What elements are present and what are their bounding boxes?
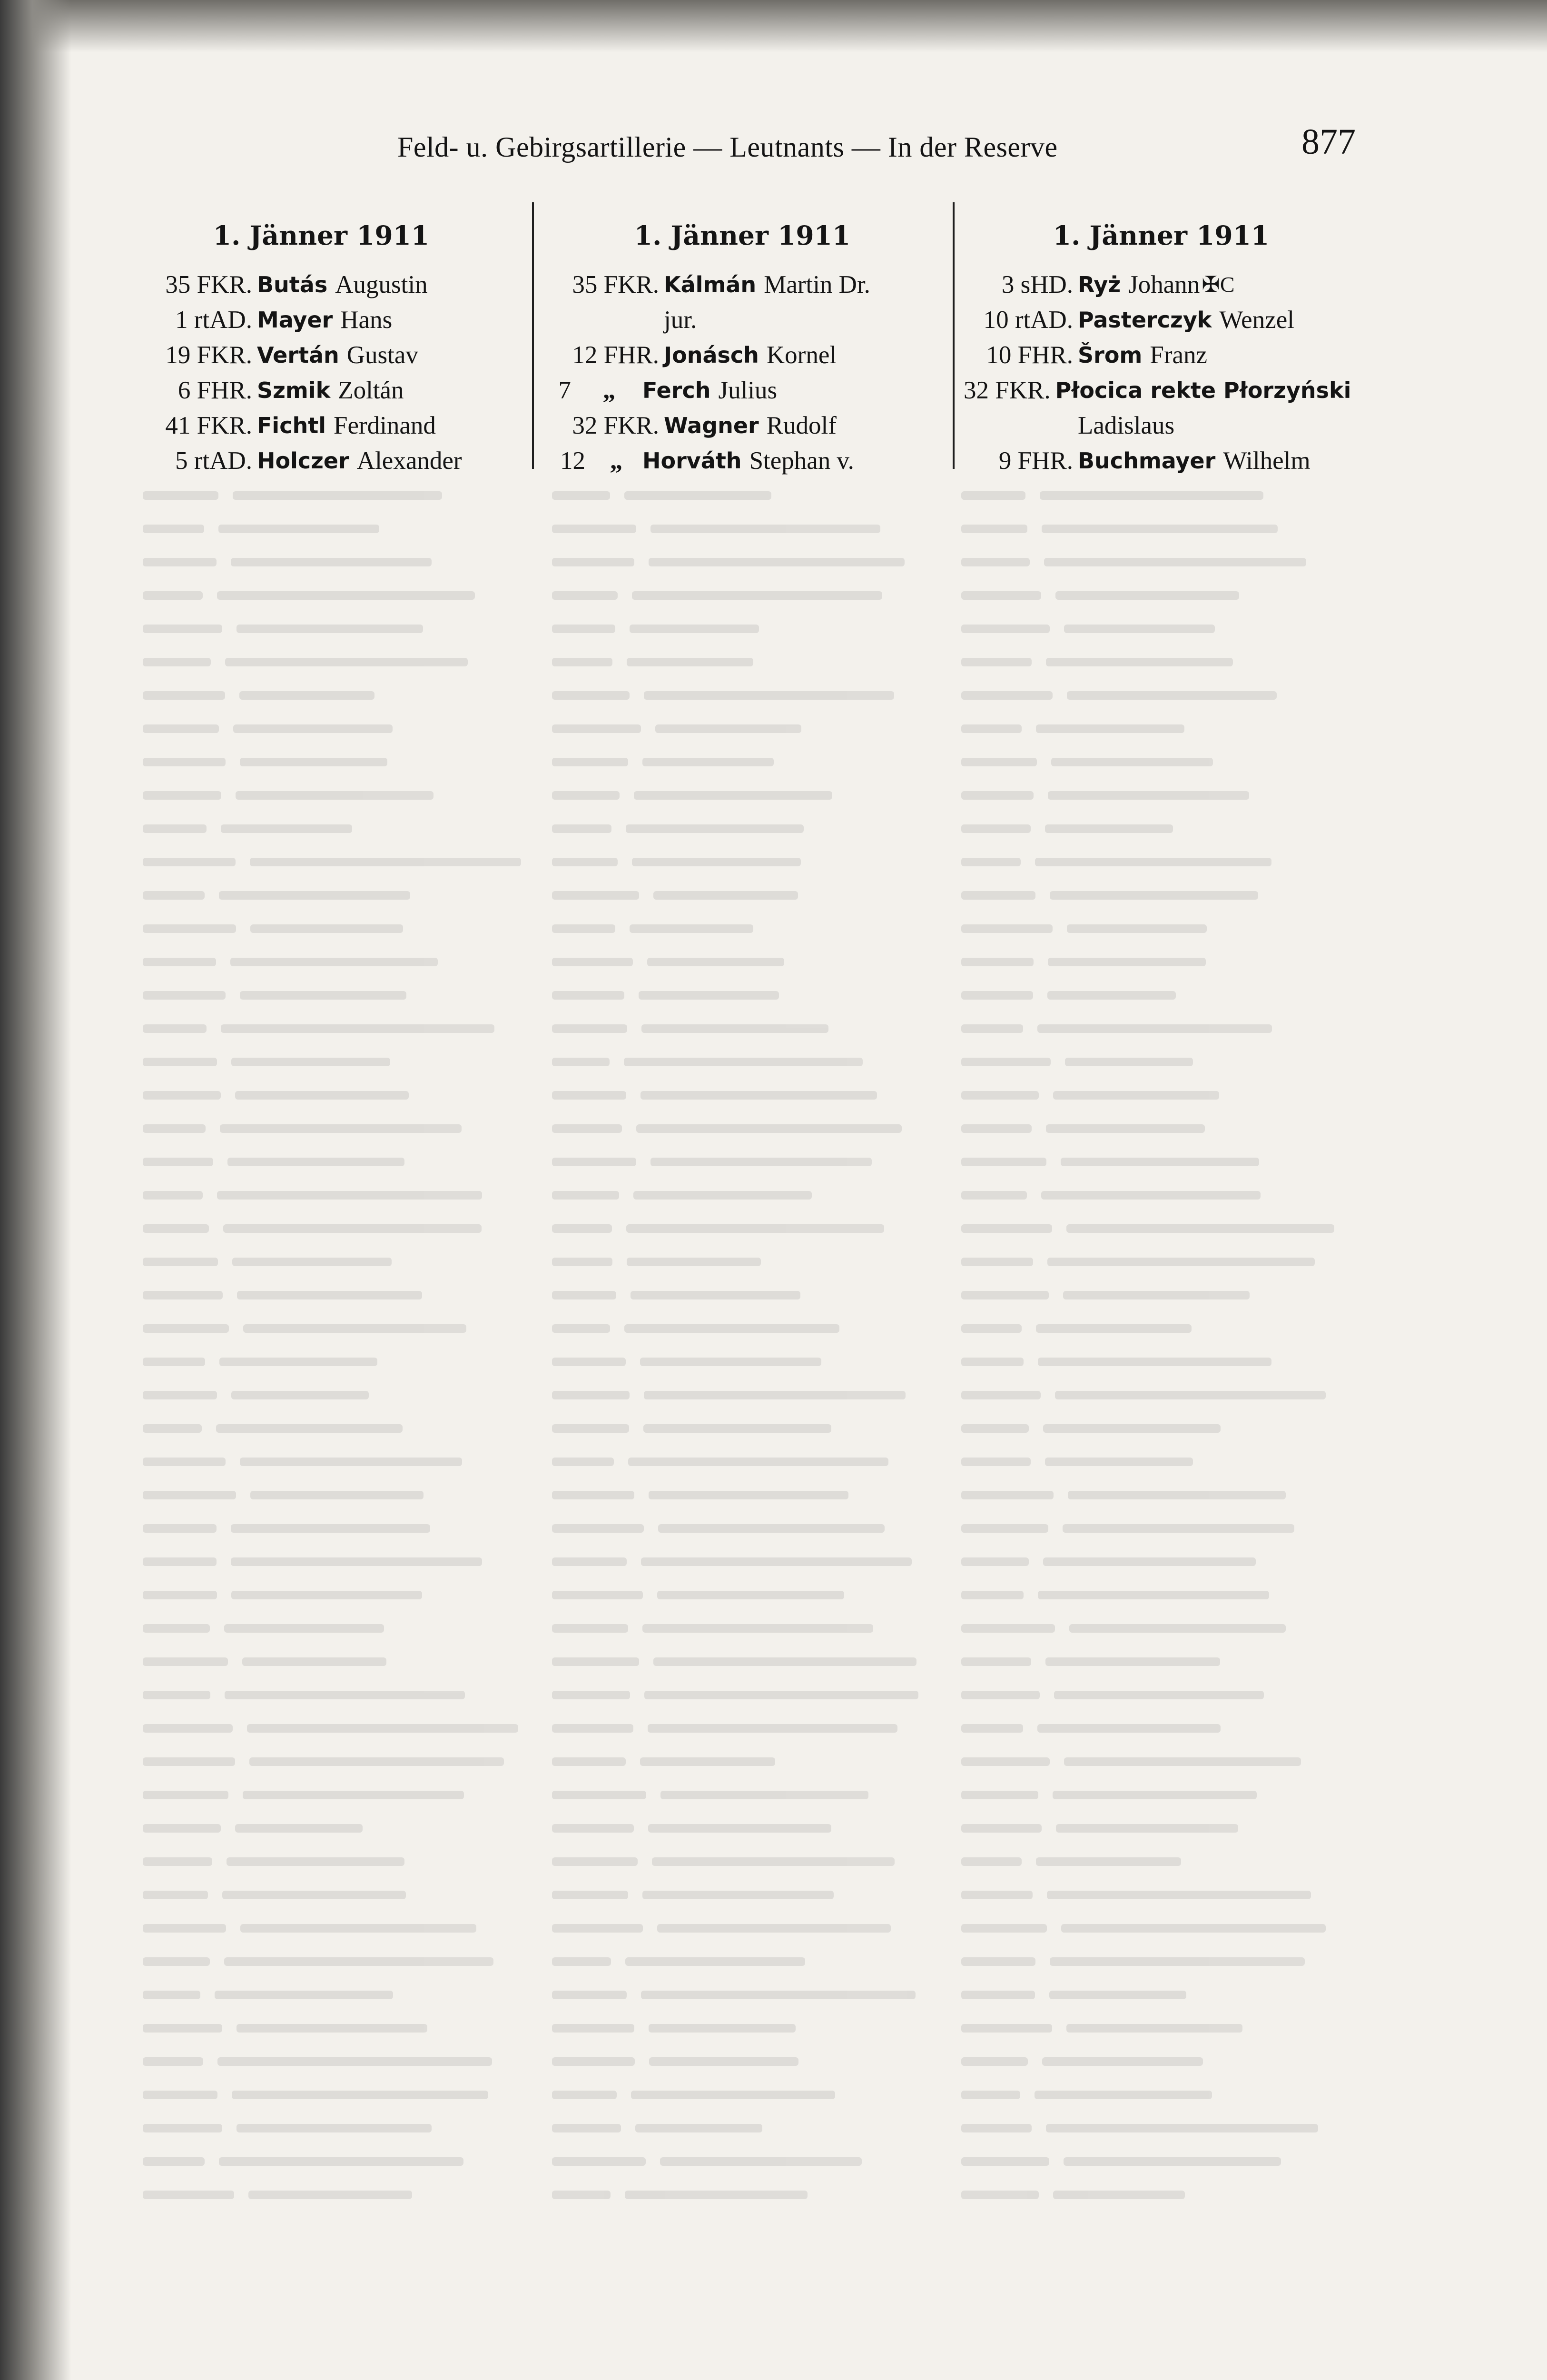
running-title: Feld- u. Gebirgsartillerie — Leutnants — In der Reserve <box>397 131 1058 163</box>
bleed-through-line <box>961 876 1351 909</box>
bleed-through-line <box>143 1276 533 1309</box>
bleed-through-line <box>961 2009 1351 2042</box>
bleed-through-line <box>552 1942 942 1975</box>
bleed-through-line <box>143 643 533 676</box>
bleed-through-line <box>961 776 1351 809</box>
surname: Szmik <box>257 377 331 403</box>
bleed-through-line <box>961 2175 1351 2209</box>
column-heading: 1. Jänner 1911 <box>634 220 851 251</box>
page-header <box>0 121 1547 178</box>
column-heading: 1. Jänner 1911 <box>1053 220 1270 251</box>
entry-continuation: jur. <box>664 306 697 334</box>
surname: Wagner <box>664 413 759 438</box>
bleed-through-line <box>552 1376 942 1409</box>
bleed-through-line <box>961 1476 1351 1509</box>
given-name: Wilhelm <box>1223 447 1311 475</box>
bleed-through-line <box>961 1276 1351 1309</box>
bleed-through-line <box>961 1642 1351 1676</box>
bleed-through-line <box>143 1242 533 1276</box>
bleed-through-line <box>552 2075 942 2109</box>
bleed-through-line <box>552 743 942 776</box>
ditto-mark: „ <box>602 377 616 404</box>
bleed-through-line <box>143 1009 533 1042</box>
bleed-through-line <box>961 1442 1351 1476</box>
bleed-through-line <box>552 942 942 976</box>
bleed-through-line <box>961 1942 1351 1975</box>
bleed-through-line <box>961 2142 1351 2175</box>
bleed-through-line <box>552 2009 942 2042</box>
page-shadow-left <box>0 0 71 2380</box>
list-item <box>964 443 1359 478</box>
bleed-through-line <box>552 2142 942 2175</box>
bleed-through-line <box>143 476 533 509</box>
bleed-through-line <box>961 643 1351 676</box>
bleed-through-line <box>552 609 942 643</box>
given-name: Zoltán <box>338 377 404 404</box>
bleed-through-line <box>143 1676 533 1709</box>
bleed-through-line <box>552 1442 942 1476</box>
bleed-through-line <box>143 709 533 743</box>
bleed-through-line <box>143 976 533 1009</box>
unit-abbrev: 5 rtAD. <box>175 447 252 475</box>
bleed-through-line <box>961 909 1351 942</box>
bleed-through-column <box>552 476 942 2209</box>
bleed-through-line <box>143 1109 533 1142</box>
bleed-through-line <box>961 843 1351 876</box>
bleed-through-line <box>961 543 1351 576</box>
list-item <box>547 337 937 373</box>
bleed-through-line <box>143 1376 533 1409</box>
bleed-through-line <box>143 843 533 876</box>
ditto-mark: „ <box>610 447 623 475</box>
bleed-through-line <box>143 942 533 976</box>
bleed-through-line <box>552 809 942 843</box>
bleed-through-line <box>961 1242 1351 1276</box>
bleed-through-line <box>961 942 1351 976</box>
column-divider <box>532 202 534 469</box>
bleed-through-line <box>143 1909 533 1942</box>
surname: Fichtl <box>257 413 326 438</box>
unit-abbrev: 41 FKR. <box>165 412 252 439</box>
list-item <box>547 408 937 443</box>
bleed-through-line <box>552 1875 942 1909</box>
page-number: 877 <box>1301 122 1356 162</box>
list-item <box>964 302 1359 337</box>
bleed-through-line <box>143 2175 533 2209</box>
bleed-through-line <box>961 1809 1351 1842</box>
bleed-through-line <box>961 809 1351 843</box>
unit-abbrev: 32 FKR. <box>964 377 1051 404</box>
bleed-through-line <box>143 876 533 909</box>
bleed-through-line <box>143 1509 533 1542</box>
bleed-through-line <box>143 1942 533 1975</box>
given-name: Wenzel <box>1219 306 1294 334</box>
surname: Mayer <box>257 307 333 333</box>
given-name: Julius <box>718 377 778 404</box>
bleed-through-line <box>552 709 942 743</box>
bleed-through-line <box>552 1042 942 1076</box>
bleed-through-line <box>143 1309 533 1342</box>
list-item <box>133 373 509 408</box>
bleed-through-line <box>552 643 942 676</box>
bleed-through-line <box>961 2075 1351 2109</box>
bleed-through-line <box>961 743 1351 776</box>
bleed-through-line <box>143 909 533 942</box>
bleed-through-line <box>552 2175 942 2209</box>
given-name: Kornel <box>766 341 837 369</box>
unit-abbrev: 10 rtAD. <box>983 306 1073 334</box>
bleed-through-line <box>552 1676 942 1709</box>
bleed-through-line <box>143 1609 533 1642</box>
given-name: Johann <box>1128 271 1200 298</box>
given-name: Augustin <box>335 271 428 298</box>
bleed-through-line <box>143 1142 533 1176</box>
bleed-through-line <box>552 1909 942 1942</box>
column-divider <box>953 202 955 469</box>
surname: Płocica rekte Płorzyński <box>1055 377 1351 403</box>
surname: Horváth <box>642 448 742 474</box>
page-shadow-top <box>0 0 1547 52</box>
bleed-through-line <box>552 1509 942 1542</box>
given-name: Stephan v. <box>749 447 854 475</box>
entry-continuation: Ladislaus <box>1078 412 1175 439</box>
unit-abbrev: 1 rtAD. <box>175 306 252 334</box>
unit-abbrev: 35 FKR. <box>572 271 659 298</box>
surname: Ryż <box>1078 272 1121 298</box>
unit-abbrev: 9 FHR. <box>998 447 1073 475</box>
bleed-through-line <box>552 1476 942 1509</box>
bleed-through-line <box>143 1576 533 1609</box>
unit-abbrev: 12 <box>560 447 585 475</box>
bleed-through-line <box>552 1076 942 1109</box>
bleed-through-line <box>143 1709 533 1742</box>
bleed-through-line <box>552 876 942 909</box>
given-name: Hans <box>340 306 393 334</box>
bleed-through-line <box>961 1842 1351 1875</box>
bleed-through-line <box>552 1109 942 1142</box>
bleed-through-line <box>961 1775 1351 1809</box>
bleed-through-line <box>961 476 1351 509</box>
bleed-through-line <box>143 2142 533 2175</box>
bleed-through-line <box>961 2042 1351 2075</box>
unit-abbrev: 12 FHR. <box>572 341 659 369</box>
list-item <box>133 443 509 478</box>
bleed-through-line <box>552 1176 942 1209</box>
bleed-through-line <box>143 509 533 543</box>
list-item <box>964 267 1359 302</box>
bleed-through-line <box>961 976 1351 1009</box>
surname: Jonásch <box>664 342 759 368</box>
surname: Buchmayer <box>1078 448 1216 474</box>
given-name: Rudolf <box>766 412 837 439</box>
bleed-through-line <box>552 1009 942 1042</box>
unit-abbrev: 3 sHD. <box>1001 271 1073 298</box>
unit-abbrev: 6 FHR. <box>177 377 252 404</box>
unit-abbrev: 35 FKR. <box>165 271 252 298</box>
surname: Butás <box>257 272 328 298</box>
bleed-through-line <box>552 1276 942 1309</box>
bleed-through-line <box>961 676 1351 709</box>
bleed-through-line <box>961 1209 1351 1242</box>
bleed-through-line <box>143 543 533 576</box>
bleed-through-line <box>552 909 942 942</box>
bleed-through-line <box>143 1975 533 2009</box>
bleed-through-line <box>143 776 533 809</box>
bleed-through-line <box>552 1342 942 1376</box>
bleed-through-line <box>143 1642 533 1676</box>
unit-abbrev: 10 FHR. <box>986 341 1073 369</box>
bleed-through-line <box>552 1242 942 1276</box>
column-heading: 1. Jänner 1911 <box>213 220 430 251</box>
column-3 <box>964 220 1359 478</box>
list-item <box>133 337 509 373</box>
bleed-through-line <box>961 1142 1351 1176</box>
bleed-through-line <box>961 509 1351 543</box>
bleed-through-line <box>961 1109 1351 1142</box>
bleed-through-line <box>143 2075 533 2109</box>
bleed-through-line <box>552 1209 942 1242</box>
bleed-through-line <box>552 476 942 509</box>
bleed-through-line <box>961 576 1351 609</box>
unit-abbrev: 7 <box>558 377 571 404</box>
unit-abbrev: 19 FKR. <box>165 341 252 369</box>
bleed-through-line <box>143 1775 533 1809</box>
bleed-through-line <box>961 1409 1351 1442</box>
list-item <box>547 267 937 302</box>
bleed-through-line <box>961 1342 1351 1376</box>
bleed-through-line <box>143 1176 533 1209</box>
bleed-through-line <box>143 809 533 843</box>
bleed-through-line <box>961 1509 1351 1542</box>
bleed-through-line <box>552 1542 942 1576</box>
bleed-through-line <box>552 1309 942 1342</box>
bleed-through-line <box>961 1609 1351 1642</box>
bleed-through-line <box>961 1909 1351 1942</box>
bleed-through-line <box>143 2009 533 2042</box>
bleed-through-line <box>552 1609 942 1642</box>
bleed-through-line <box>552 1409 942 1442</box>
bleed-through-line <box>143 1875 533 1909</box>
bleed-through-line <box>143 1209 533 1242</box>
bleed-through-line <box>961 1875 1351 1909</box>
column-1 <box>133 220 509 478</box>
bleed-through-line <box>961 1176 1351 1209</box>
list-item <box>964 373 1359 408</box>
column-2 <box>547 220 937 478</box>
bleed-through-line <box>552 1709 942 1742</box>
bleed-through-line <box>143 1076 533 1109</box>
bleed-through-line <box>552 2109 942 2142</box>
bleed-through-line <box>143 1542 533 1576</box>
bleed-through-line <box>143 2042 533 2075</box>
unit-abbrev: 32 FKR. <box>572 412 659 439</box>
bleed-through-line <box>552 1576 942 1609</box>
given-name: Martin Dr. <box>764 271 870 298</box>
surname: Pasterczyk <box>1078 307 1212 333</box>
bleed-through-line <box>961 1376 1351 1409</box>
bleed-through-line <box>143 1742 533 1775</box>
bleed-through-line <box>552 1775 942 1809</box>
bleed-through-line <box>961 1009 1351 1042</box>
bleed-through-line <box>552 1742 942 1775</box>
bleed-through-line <box>552 676 942 709</box>
bleed-through-line <box>552 976 942 1009</box>
list-item <box>133 408 509 443</box>
surname: Holczer <box>257 448 349 474</box>
bleed-through-line <box>961 1076 1351 1109</box>
bleed-through-line <box>143 1409 533 1442</box>
bleed-through-line <box>143 1476 533 1509</box>
bleed-through-line <box>961 1709 1351 1742</box>
given-name: Ferdinand <box>333 412 436 439</box>
given-name: Gustav <box>346 341 418 369</box>
list-item <box>133 302 509 337</box>
list-item <box>547 373 937 408</box>
bleed-through-line <box>961 1576 1351 1609</box>
bleed-through-line <box>961 1542 1351 1576</box>
bleed-through-line <box>552 1642 942 1676</box>
list-item <box>964 337 1359 373</box>
list-item <box>547 443 937 478</box>
bleed-through-line <box>961 2109 1351 2142</box>
bleed-through-line <box>143 1042 533 1076</box>
bleed-through-texture <box>143 476 1356 2285</box>
bleed-through-line <box>961 609 1351 643</box>
bleed-through-line <box>552 776 942 809</box>
list-item <box>133 267 509 302</box>
surname: Kálmán <box>664 272 757 298</box>
bleed-through-line <box>552 2042 942 2075</box>
surname: Ferch <box>642 377 711 403</box>
bleed-through-line <box>552 543 942 576</box>
bleed-through-line <box>143 743 533 776</box>
bleed-through-line <box>552 1142 942 1176</box>
bleed-through-line <box>143 1809 533 1842</box>
bleed-through-line <box>143 576 533 609</box>
bleed-through-line <box>143 1842 533 1875</box>
bleed-through-line <box>961 709 1351 743</box>
bleed-through-line <box>961 1676 1351 1709</box>
bleed-through-line <box>143 1342 533 1376</box>
bleed-through-line <box>961 1309 1351 1342</box>
bleed-through-line <box>552 576 942 609</box>
bleed-through-line <box>143 1442 533 1476</box>
bleed-through-line <box>961 1742 1351 1775</box>
given-name: Alexander <box>356 447 462 475</box>
bleed-through-line <box>552 1975 942 2009</box>
surname: Šrom <box>1078 342 1143 368</box>
surname: Vertán <box>257 342 339 368</box>
bleed-through-line <box>961 1042 1351 1076</box>
bleed-through-line <box>552 509 942 543</box>
bleed-through-line <box>552 1809 942 1842</box>
given-name: Franz <box>1150 341 1208 369</box>
cross-icon: ✠C <box>1202 272 1235 297</box>
bleed-through-line <box>143 609 533 643</box>
bleed-through-line <box>143 676 533 709</box>
bleed-through-line <box>961 1975 1351 2009</box>
bleed-through-column <box>961 476 1351 2209</box>
bleed-through-column <box>143 476 533 2209</box>
bleed-through-line <box>143 2109 533 2142</box>
bleed-through-line <box>552 843 942 876</box>
bleed-through-line <box>552 1842 942 1875</box>
